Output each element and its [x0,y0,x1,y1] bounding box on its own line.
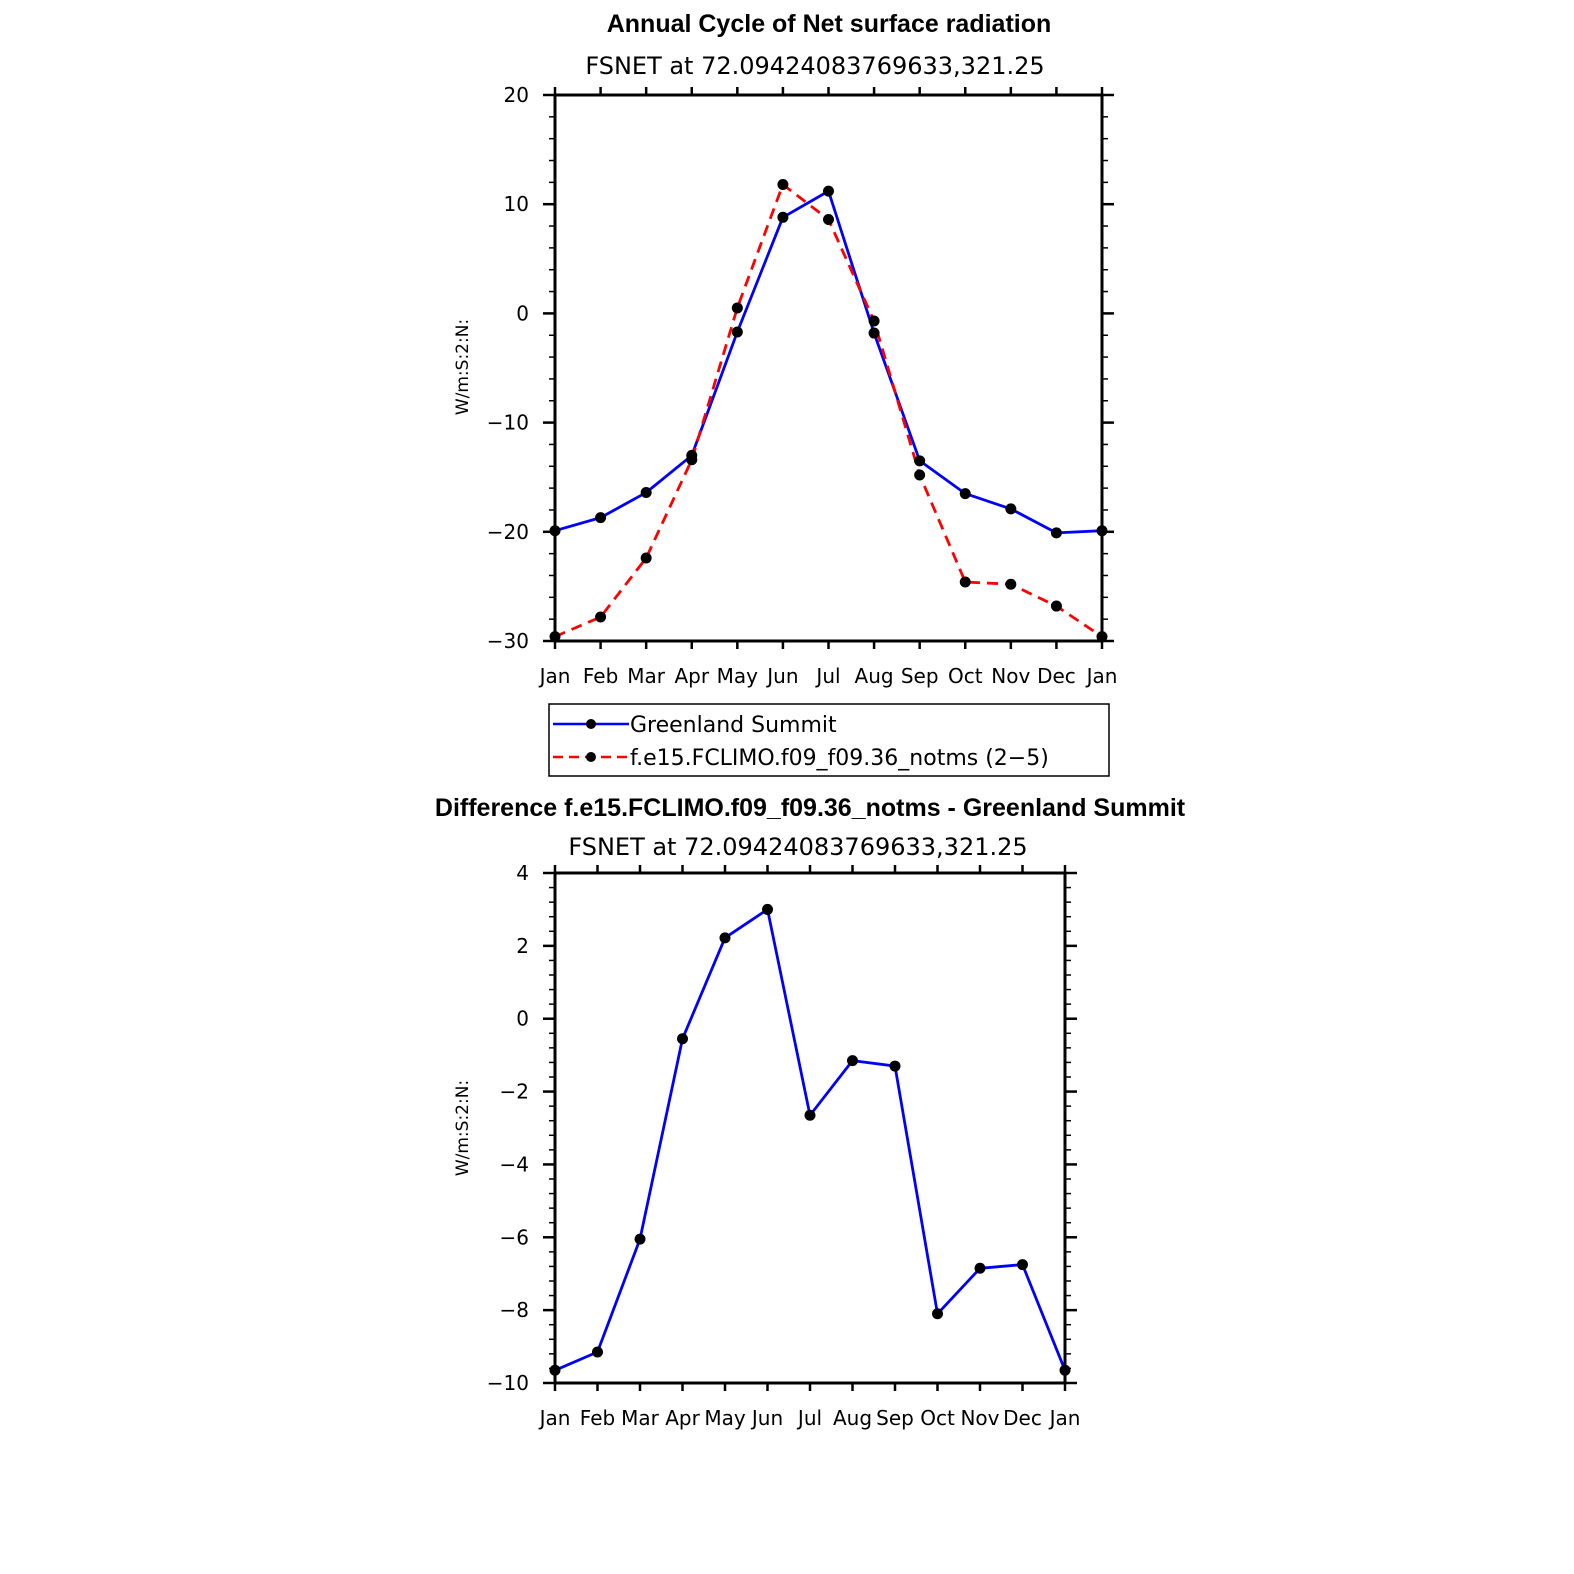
x-tick-label: Feb [582,664,619,688]
legend-marker-greenland [586,719,596,729]
data-point-0 [975,1263,986,1274]
data-point-1 [1005,579,1016,590]
y-tick-label: −4 [499,1152,529,1177]
data-point-0 [720,932,731,943]
y-tick-label: −8 [499,1298,529,1323]
data-point-0 [762,904,773,915]
data-point-0 [1051,527,1062,538]
data-point-0 [960,488,971,499]
x-tick-label: Apr [674,664,710,688]
plot-series [550,904,1071,1376]
y-axis-label: W/m:S:2:N: [453,1079,473,1177]
axis-ticks [487,83,1118,688]
y-tick-label: −10 [486,410,529,435]
data-point-0 [869,328,880,339]
x-tick-label: Jul [816,664,841,688]
plot-series [550,179,1108,642]
y-axis-label: W/m:S:2:N: [453,318,473,416]
plot-frame [555,95,1102,641]
x-tick-label: Mar [627,664,666,688]
data-point-1 [686,454,697,465]
x-tick-label: May [716,664,759,688]
data-point-1 [1051,601,1062,612]
axis-ticks [487,861,1081,1430]
data-point-1 [823,214,834,225]
data-point-0 [890,1061,901,1072]
y-tick-label: −2 [499,1079,529,1104]
data-point-0 [847,1055,858,1066]
data-point-1 [869,316,880,327]
y-tick-label: 20 [503,83,529,107]
data-point-0 [677,1033,688,1044]
x-tick-label: Jan [539,664,571,688]
chart-subtitle: FSNET at 72.09424083769633,321.25 [568,833,1028,861]
chart-title: Difference f.e15.FCLIMO.f09_f09.36_notms - Greenland Summit [434,794,1186,822]
data-point-0 [1005,503,1016,514]
data-point-0 [914,455,925,466]
legend-marker-model [586,752,596,762]
x-tick-label: Nov [960,1406,1000,1430]
x-tick-label: Dec [1037,664,1076,688]
data-point-0 [805,1110,816,1121]
x-tick-label: Sep [876,1406,914,1430]
series-line-0 [555,191,1102,533]
x-tick-label: Jan [539,1406,571,1430]
y-tick-label: 0 [516,301,529,326]
x-tick-label: Jul [797,1406,823,1430]
data-point-0 [1017,1259,1028,1270]
y-tick-label: 2 [516,933,529,958]
data-point-0 [932,1308,943,1319]
data-point-1 [914,470,925,481]
data-point-0 [777,212,788,223]
x-tick-label: Jan [1086,664,1118,688]
data-point-1 [732,302,743,313]
data-point-1 [777,179,788,190]
plot-frame [555,873,1065,1383]
data-point-0 [635,1234,646,1245]
y-tick-label: −20 [486,519,529,544]
data-point-1 [641,553,652,564]
y-tick-label: −6 [499,1225,529,1250]
data-point-1 [595,611,606,622]
y-tick-label: 10 [503,192,529,217]
x-tick-label: Sep [900,664,939,688]
x-tick-label: Dec [1003,1406,1042,1430]
data-point-0 [823,186,834,197]
x-tick-label: Mar [621,1406,659,1430]
y-tick-label: −10 [486,1371,529,1395]
legend [549,704,1109,776]
data-point-0 [592,1347,603,1358]
y-tick-label: 0 [516,1006,529,1031]
x-tick-label: Oct [947,664,983,688]
x-tick-label: Oct [920,1406,955,1430]
data-point-0 [595,512,606,523]
series-line-0 [555,909,1065,1370]
series-line-1 [555,185,1102,637]
x-tick-label: Nov [991,664,1031,688]
y-tick-label: −30 [486,629,529,653]
x-tick-label: Jun [767,664,799,688]
annual-cycle-chart [453,10,1117,776]
x-tick-label: Apr [665,1406,700,1430]
legend-label-greenland: Greenland Summit [630,713,837,738]
legend-label-model: f.e15.FCLIMO.f09_f09.36_notms (2−5) [630,746,1049,771]
y-tick-label: 4 [516,861,529,885]
chart-title: Annual Cycle of Net surface radiation [606,10,1052,38]
x-tick-label: May [704,1406,746,1430]
chart-subtitle: FSNET at 72.09424083769633,321.25 [585,52,1045,80]
x-tick-label: Jan [1049,1406,1081,1430]
x-tick-label: Jun [751,1406,784,1430]
x-tick-label: Feb [579,1406,616,1430]
data-point-0 [641,487,652,498]
x-tick-label: Aug [854,664,894,688]
data-point-1 [960,577,971,588]
difference-chart [435,794,1186,1430]
x-tick-label: Aug [832,1406,873,1430]
data-point-0 [732,326,743,337]
